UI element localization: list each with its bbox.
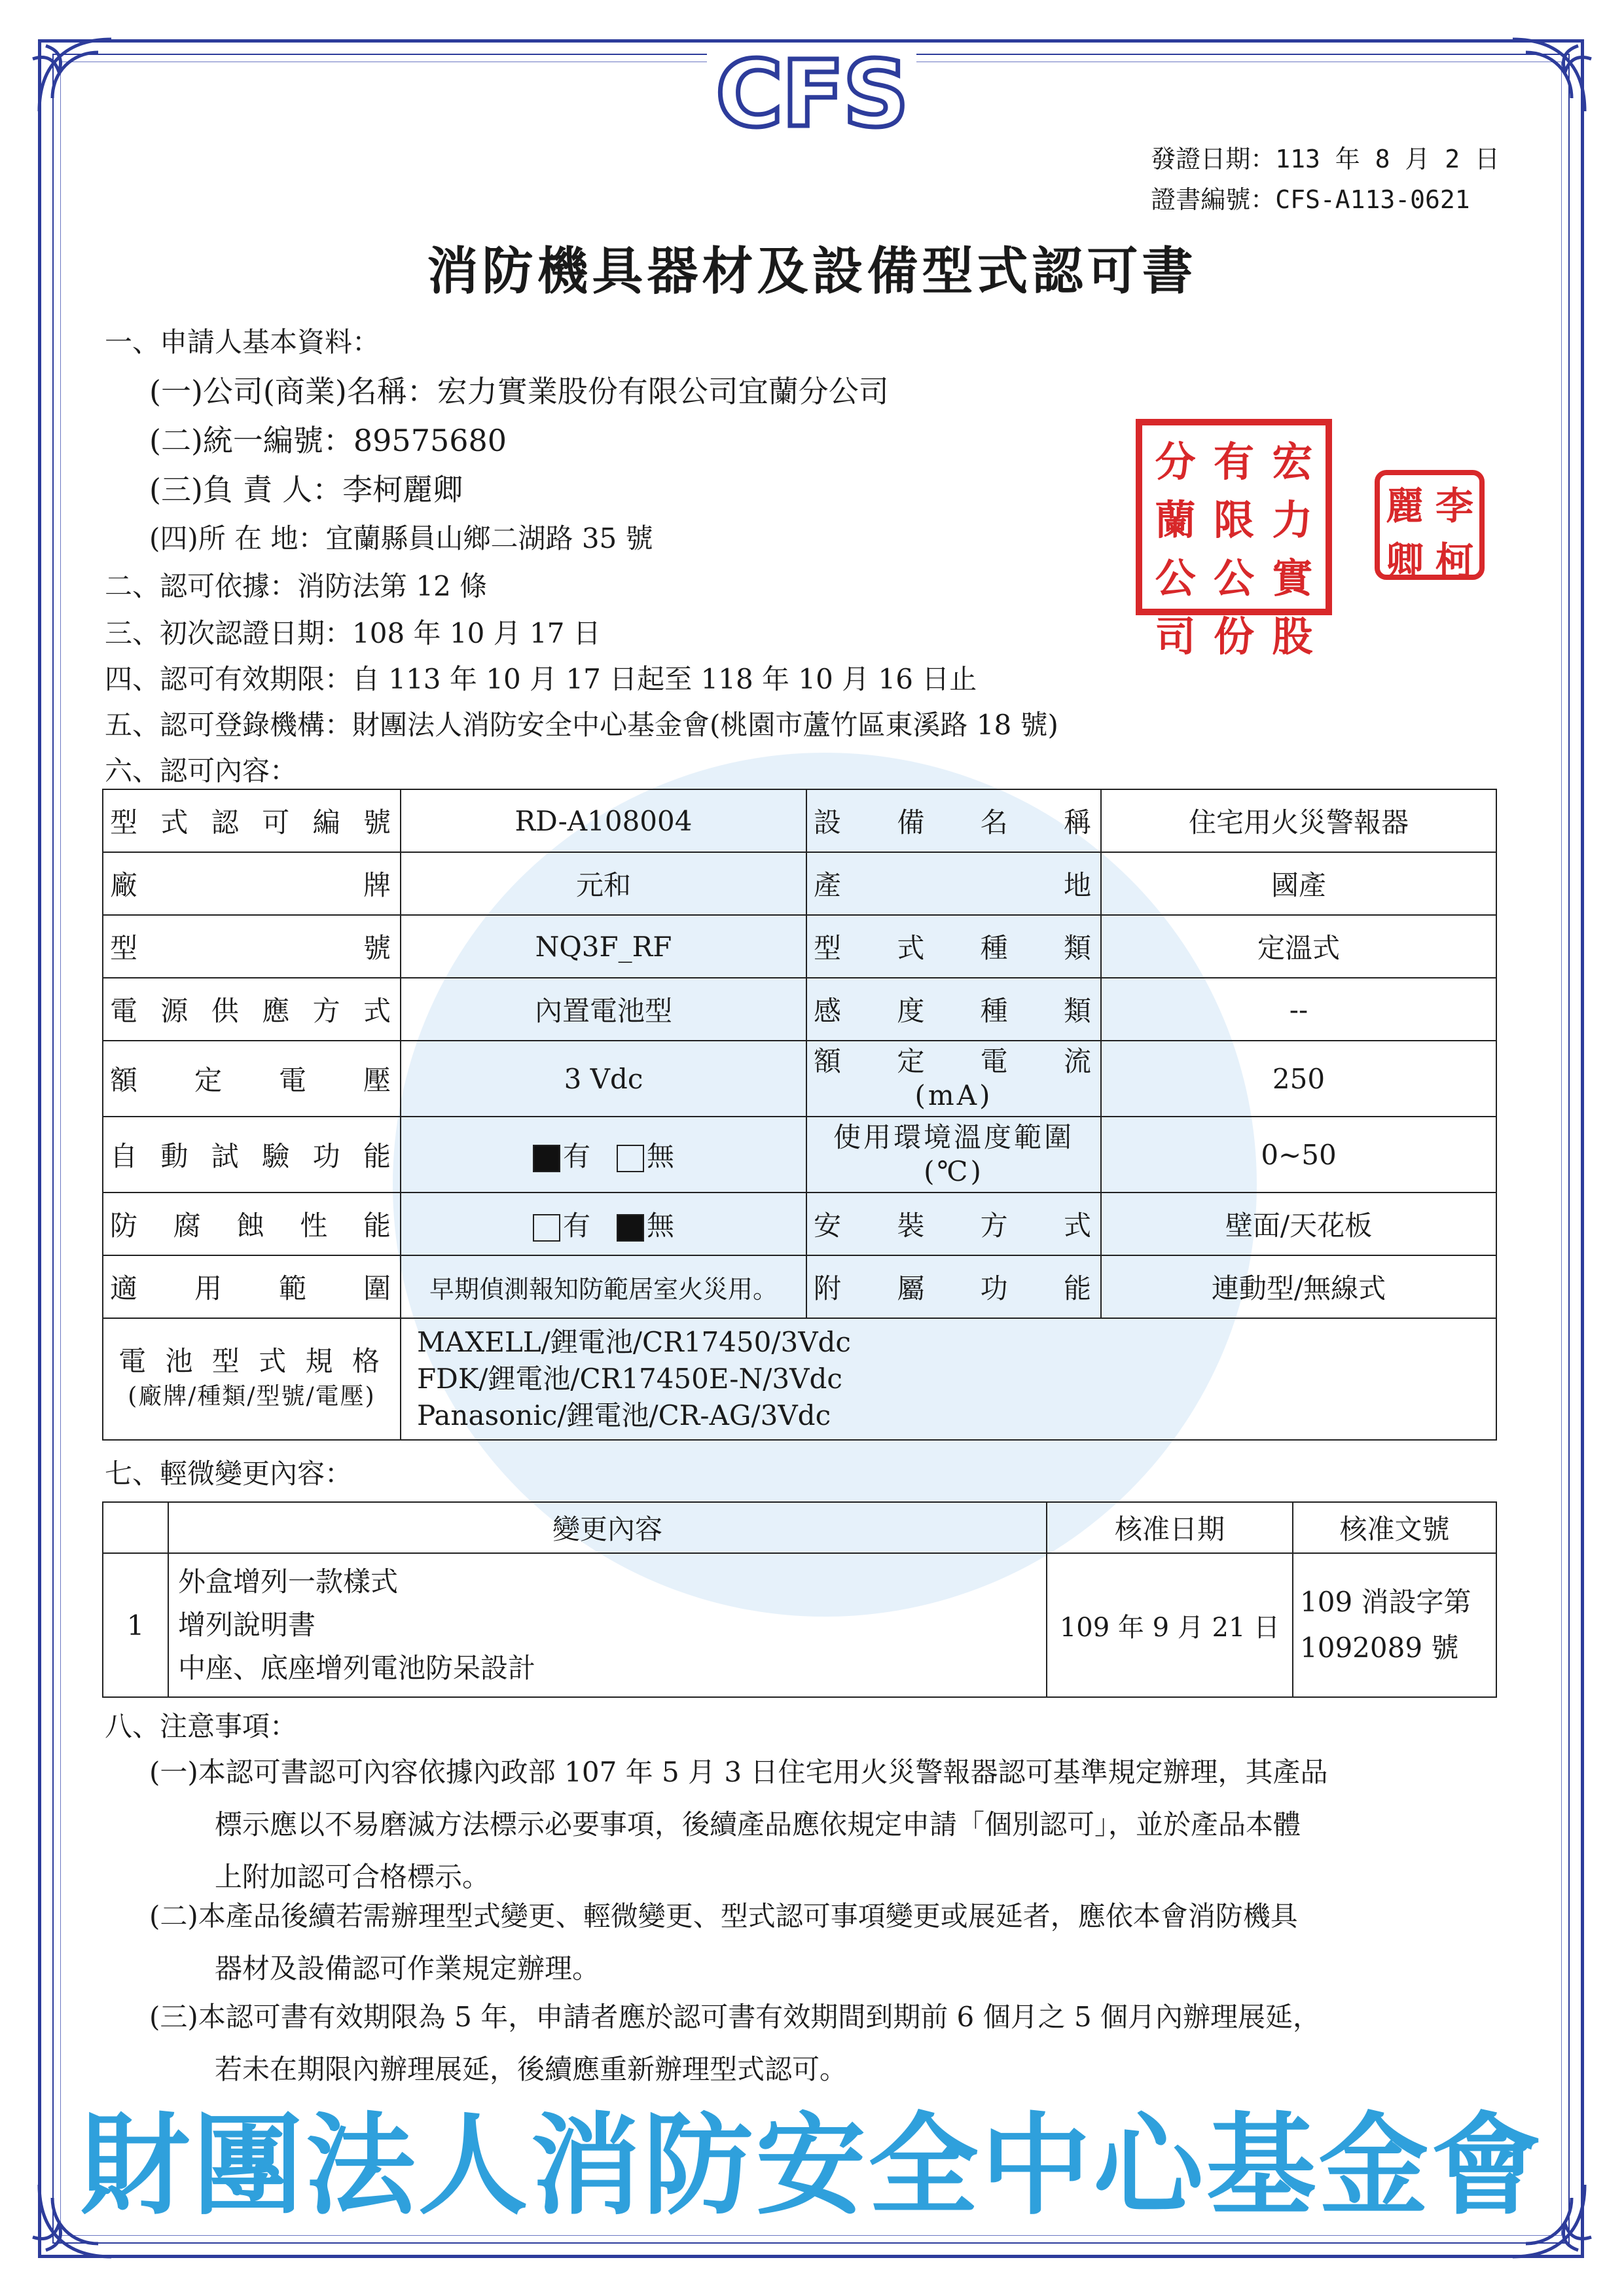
corner-ornament-icon <box>1500 26 1598 124</box>
issue-date: 發證日期：113 年 8 月 2 日 <box>1151 145 1500 173</box>
table-row: 電源供應方式 內置電池型 感度種類 -- <box>103 978 1496 1041</box>
checkbox-checked-icon <box>617 1214 644 1242</box>
logo-text: CFS <box>715 41 908 148</box>
change-table <box>102 1501 1497 1698</box>
section4: 四、認可有效期限：自 113 年 10 月 17 日起至 118 年 10 月 16 日止 <box>105 663 977 695</box>
section2: 二、認可依據：消防法第 12 條 <box>105 570 488 602</box>
address: (四)所 在 地：宜蘭縣員山鄉二湖路 35 號 <box>149 522 653 554</box>
table-row: 廠牌 元和 產地 國產 <box>103 852 1496 915</box>
company-seal: 分 有 宏 蘭 限 力 公 公 實 司 份 股 <box>1136 419 1332 615</box>
checkbox-checked-icon <box>533 1145 560 1172</box>
tax-id: (二)統一編號：89575680 <box>149 423 507 458</box>
footer-banner: 財團法人消防安全中心基金會 <box>80 2100 1544 2230</box>
table-row: 型式認可編號 RD-A108004 設備名稱 住宅用火災警報器 <box>103 789 1496 852</box>
table-header-row: 變更內容 核准日期 核准文號 <box>103 1502 1496 1553</box>
company-name: (一)公司(商業)名稱：宏力實業股份有限公司宜蘭分公司 <box>149 374 889 409</box>
table-row: 自動試驗功能 有 無 使用環境溫度範圍 (℃) 0~50 <box>103 1117 1496 1193</box>
note-3: (三)本認可書有效期限為 5 年，申請者應於認可書有效期間到期前 6 個月之 5 個月內辦理展延， 若未在期限內辦理展延，後續應重新辦理型式認可。 <box>149 2001 1321 2085</box>
section1-heading: 一、申請人基本資料： <box>105 326 380 358</box>
table-row: 防腐蝕性能 有 無 安裝方式 壁面/天花板 <box>103 1193 1496 1255</box>
section3: 三、初次認證日期：108 年 10 月 17 日 <box>105 617 601 649</box>
table-row: 額定電壓 3 Vdc 額 定 電 流 (mA) 250 <box>103 1041 1496 1117</box>
certificate-meta <box>1151 139 1500 220</box>
section7-heading: 七、輕微變更內容： <box>105 1458 353 1490</box>
certificate-number: 證書編號：CFS-A113-0621 <box>1151 185 1470 214</box>
checkbox-empty-icon <box>533 1214 560 1242</box>
page-title: 消防機具器材及設備型式認可書 <box>427 242 1197 301</box>
table-row: 適用範圍 早期偵測報知防範居室火災用。 附屬功能 連動型/無線式 <box>103 1255 1496 1318</box>
note-1: (一)本認可書認可內容依據內政部 107 年 5 月 3 日住宅用火災警報器認可基準規定辦理，其產品 標示應以不易磨滅方法標示必要事項，後續產品應依規定申請「個別認可」，並於產品本體 上附加認可合格標示。 <box>149 1756 1328 1893</box>
table-row: 1 外盒增列一款樣式 增列說明書 中座、底座增列電池防呆設計 109 年 9 月 21 日 109 消設字第 1092089 號 <box>103 1553 1496 1697</box>
checkbox-empty-icon <box>617 1145 644 1172</box>
table-row: 型號 NQ3F_RF 型式種類 定溫式 <box>103 915 1496 978</box>
section5: 五、認可登錄機構：財團法人消防安全中心基金會(桃園市蘆竹區東溪路 18 號) <box>105 709 1058 741</box>
personal-seal: 麗 李 卿 柯 <box>1375 470 1485 580</box>
section6-heading: 六、認可內容： <box>105 755 298 787</box>
owner: (三)負 責 人：李柯麗卿 <box>149 472 463 507</box>
corner-ornament-icon <box>26 26 124 124</box>
table-row: 電 池 型 式 規 格 (廠牌/種類/型號/電壓) MAXELL/鋰電池/CR17450/3Vdc FDK/鋰電池/CR17450E-N/3Vdc Panasonic/鋰電池/CR-AG/3Vdc <box>103 1318 1496 1440</box>
spec-table <box>102 789 1497 1441</box>
section8-heading: 八、注意事項： <box>105 1710 298 1742</box>
cfs-logo <box>707 41 916 148</box>
note-2: (二)本產品後續若需辦理型式變更、輕微變更、型式認可事項變更或展延者，應依本會消防機具 器材及設備認可作業規定辦理。 <box>149 1900 1298 1984</box>
